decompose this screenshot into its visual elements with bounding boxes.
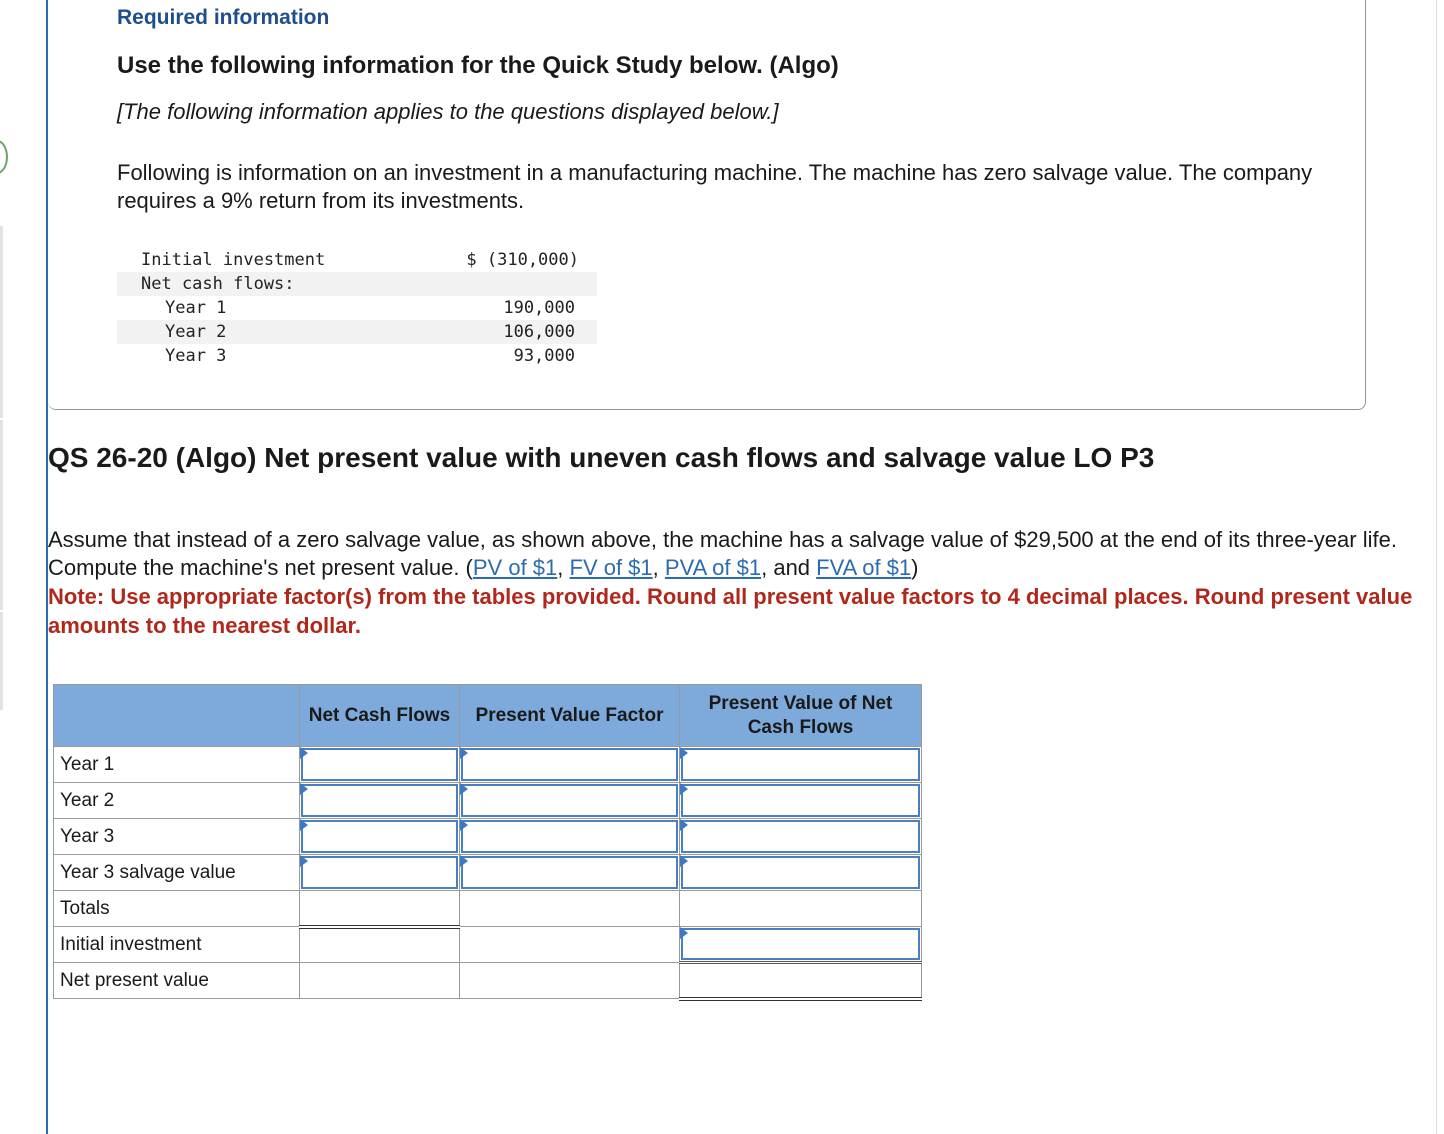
data-amount: 190,000 [503, 298, 575, 318]
input-marker-icon [680, 927, 688, 939]
link-separator: , and [761, 555, 817, 580]
data-row [117, 272, 597, 296]
applies-note: [The following information applies to the questions displayed below.] [117, 99, 779, 124]
totals-pv-factor-cell [460, 891, 680, 927]
year-1-net-cash-flow-input[interactable] [300, 747, 460, 783]
left-margin-stub [0, 226, 3, 418]
assume-text: Assume that instead of a zero salvage value, as shown above, the machine has a salvage value of $29,500 at the end of its three-year life. Compute the machine's net present value. ( [48, 527, 1397, 580]
header-net-cash-flows: Net Cash Flows [300, 685, 460, 747]
required-information-title: Required information [117, 6, 330, 29]
row-label-year-3-salvage: Year 3 salvage value [54, 855, 300, 891]
data-row [117, 344, 597, 368]
fva-of-1-link[interactable]: FVA of $1 [816, 555, 912, 580]
data-row [117, 248, 597, 272]
pv-of-1-link[interactable]: PV of $1 [472, 555, 558, 580]
input-marker-icon [680, 855, 688, 867]
totals-net-cash-flows-cell [300, 891, 460, 927]
use-info-heading: Use the following information for the Quick Study below. (Algo) [117, 52, 839, 79]
input-marker-icon [460, 855, 468, 867]
table-row [54, 927, 922, 963]
year-2-net-cash-flow-input[interactable] [300, 783, 460, 819]
data-label: Net cash flows: [117, 272, 412, 296]
year-1-pv-factor-input[interactable] [460, 747, 680, 783]
question-heading: QS 26-20 (Algo) Net present value with uneven cash flows and salvage value LO P3 [48, 442, 1155, 473]
input-marker-icon [300, 747, 308, 759]
input-marker-icon [680, 783, 688, 795]
link-separator: , [652, 555, 665, 580]
row-label-initial-investment: Initial investment [54, 927, 300, 963]
row-label-npv: Net present value [54, 963, 300, 999]
npv-ncf-cell [300, 963, 460, 999]
data-amount [412, 272, 597, 296]
initial-investment-ncf-cell [300, 927, 460, 963]
npv-value-cell [680, 963, 922, 999]
year-2-pv-factor-input[interactable] [460, 783, 680, 819]
initial-investment-factor-cell [460, 927, 680, 963]
input-marker-icon [460, 783, 468, 795]
link-separator: , [557, 555, 570, 580]
table-row [54, 855, 922, 891]
table-row [54, 783, 922, 819]
data-amount: $ (310,000) [466, 250, 579, 270]
salvage-pv-input[interactable] [680, 855, 922, 891]
investment-data-table [117, 248, 597, 368]
input-marker-icon [460, 819, 468, 831]
left-margin-stub [0, 612, 3, 710]
salvage-net-cash-flow-input[interactable] [300, 855, 460, 891]
year-1-pv-input[interactable] [680, 747, 922, 783]
left-margin-arc [0, 140, 8, 174]
data-label: Year 1 [165, 298, 227, 318]
header-row [54, 685, 922, 747]
input-marker-icon [300, 819, 308, 831]
table-row [54, 819, 922, 855]
year-3-pv-factor-input[interactable] [460, 819, 680, 855]
left-margin-stub [0, 420, 3, 610]
fv-of-1-link[interactable]: FV of $1 [569, 555, 653, 580]
rounding-note: Note: Use appropriate factor(s) from the tables provided. Round all present value factors to 4 decimal places. Round present value amounts to the nearest dollar. [48, 584, 1413, 638]
data-label: Year 3 [165, 346, 227, 366]
data-row [117, 296, 597, 320]
input-marker-icon [680, 747, 688, 759]
year-3-net-cash-flow-input[interactable] [300, 819, 460, 855]
data-label: Initial investment [141, 250, 326, 270]
header-blank [54, 685, 300, 747]
intro-paragraph: Following is information on an investment in a manufacturing machine. The machine has zero salvage value. The company requires a 9% return from its investments. [117, 160, 1313, 213]
table-row [54, 747, 922, 783]
year-3-pv-input[interactable] [680, 819, 922, 855]
row-label-year-2: Year 2 [54, 783, 300, 819]
npv-answer-table [53, 684, 922, 1001]
input-marker-icon [300, 855, 308, 867]
header-pv-net-cash-flows: Present Value of Net Cash Flows [680, 685, 922, 747]
salvage-pv-factor-input[interactable] [460, 855, 680, 891]
assume-paragraph [48, 526, 1438, 582]
table-row [54, 891, 922, 927]
totals-pv-cell [680, 891, 922, 927]
year-2-pv-input[interactable] [680, 783, 922, 819]
header-pv-factor: Present Value Factor [460, 685, 680, 747]
row-label-totals: Totals [54, 891, 300, 927]
row-label-year-1: Year 1 [54, 747, 300, 783]
input-marker-icon [680, 819, 688, 831]
data-amount: 106,000 [412, 320, 597, 344]
pva-of-1-link[interactable]: PVA of $1 [664, 555, 762, 580]
row-label-year-3: Year 3 [54, 819, 300, 855]
input-marker-icon [300, 783, 308, 795]
data-row [117, 320, 597, 344]
table-row [54, 963, 922, 999]
npv-factor-cell [460, 963, 680, 999]
data-amount: 93,000 [513, 346, 575, 366]
close-paren: ) [911, 555, 919, 580]
input-marker-icon [460, 747, 468, 759]
data-label: Year 2 [117, 320, 412, 344]
initial-investment-pv-input[interactable] [680, 927, 922, 963]
